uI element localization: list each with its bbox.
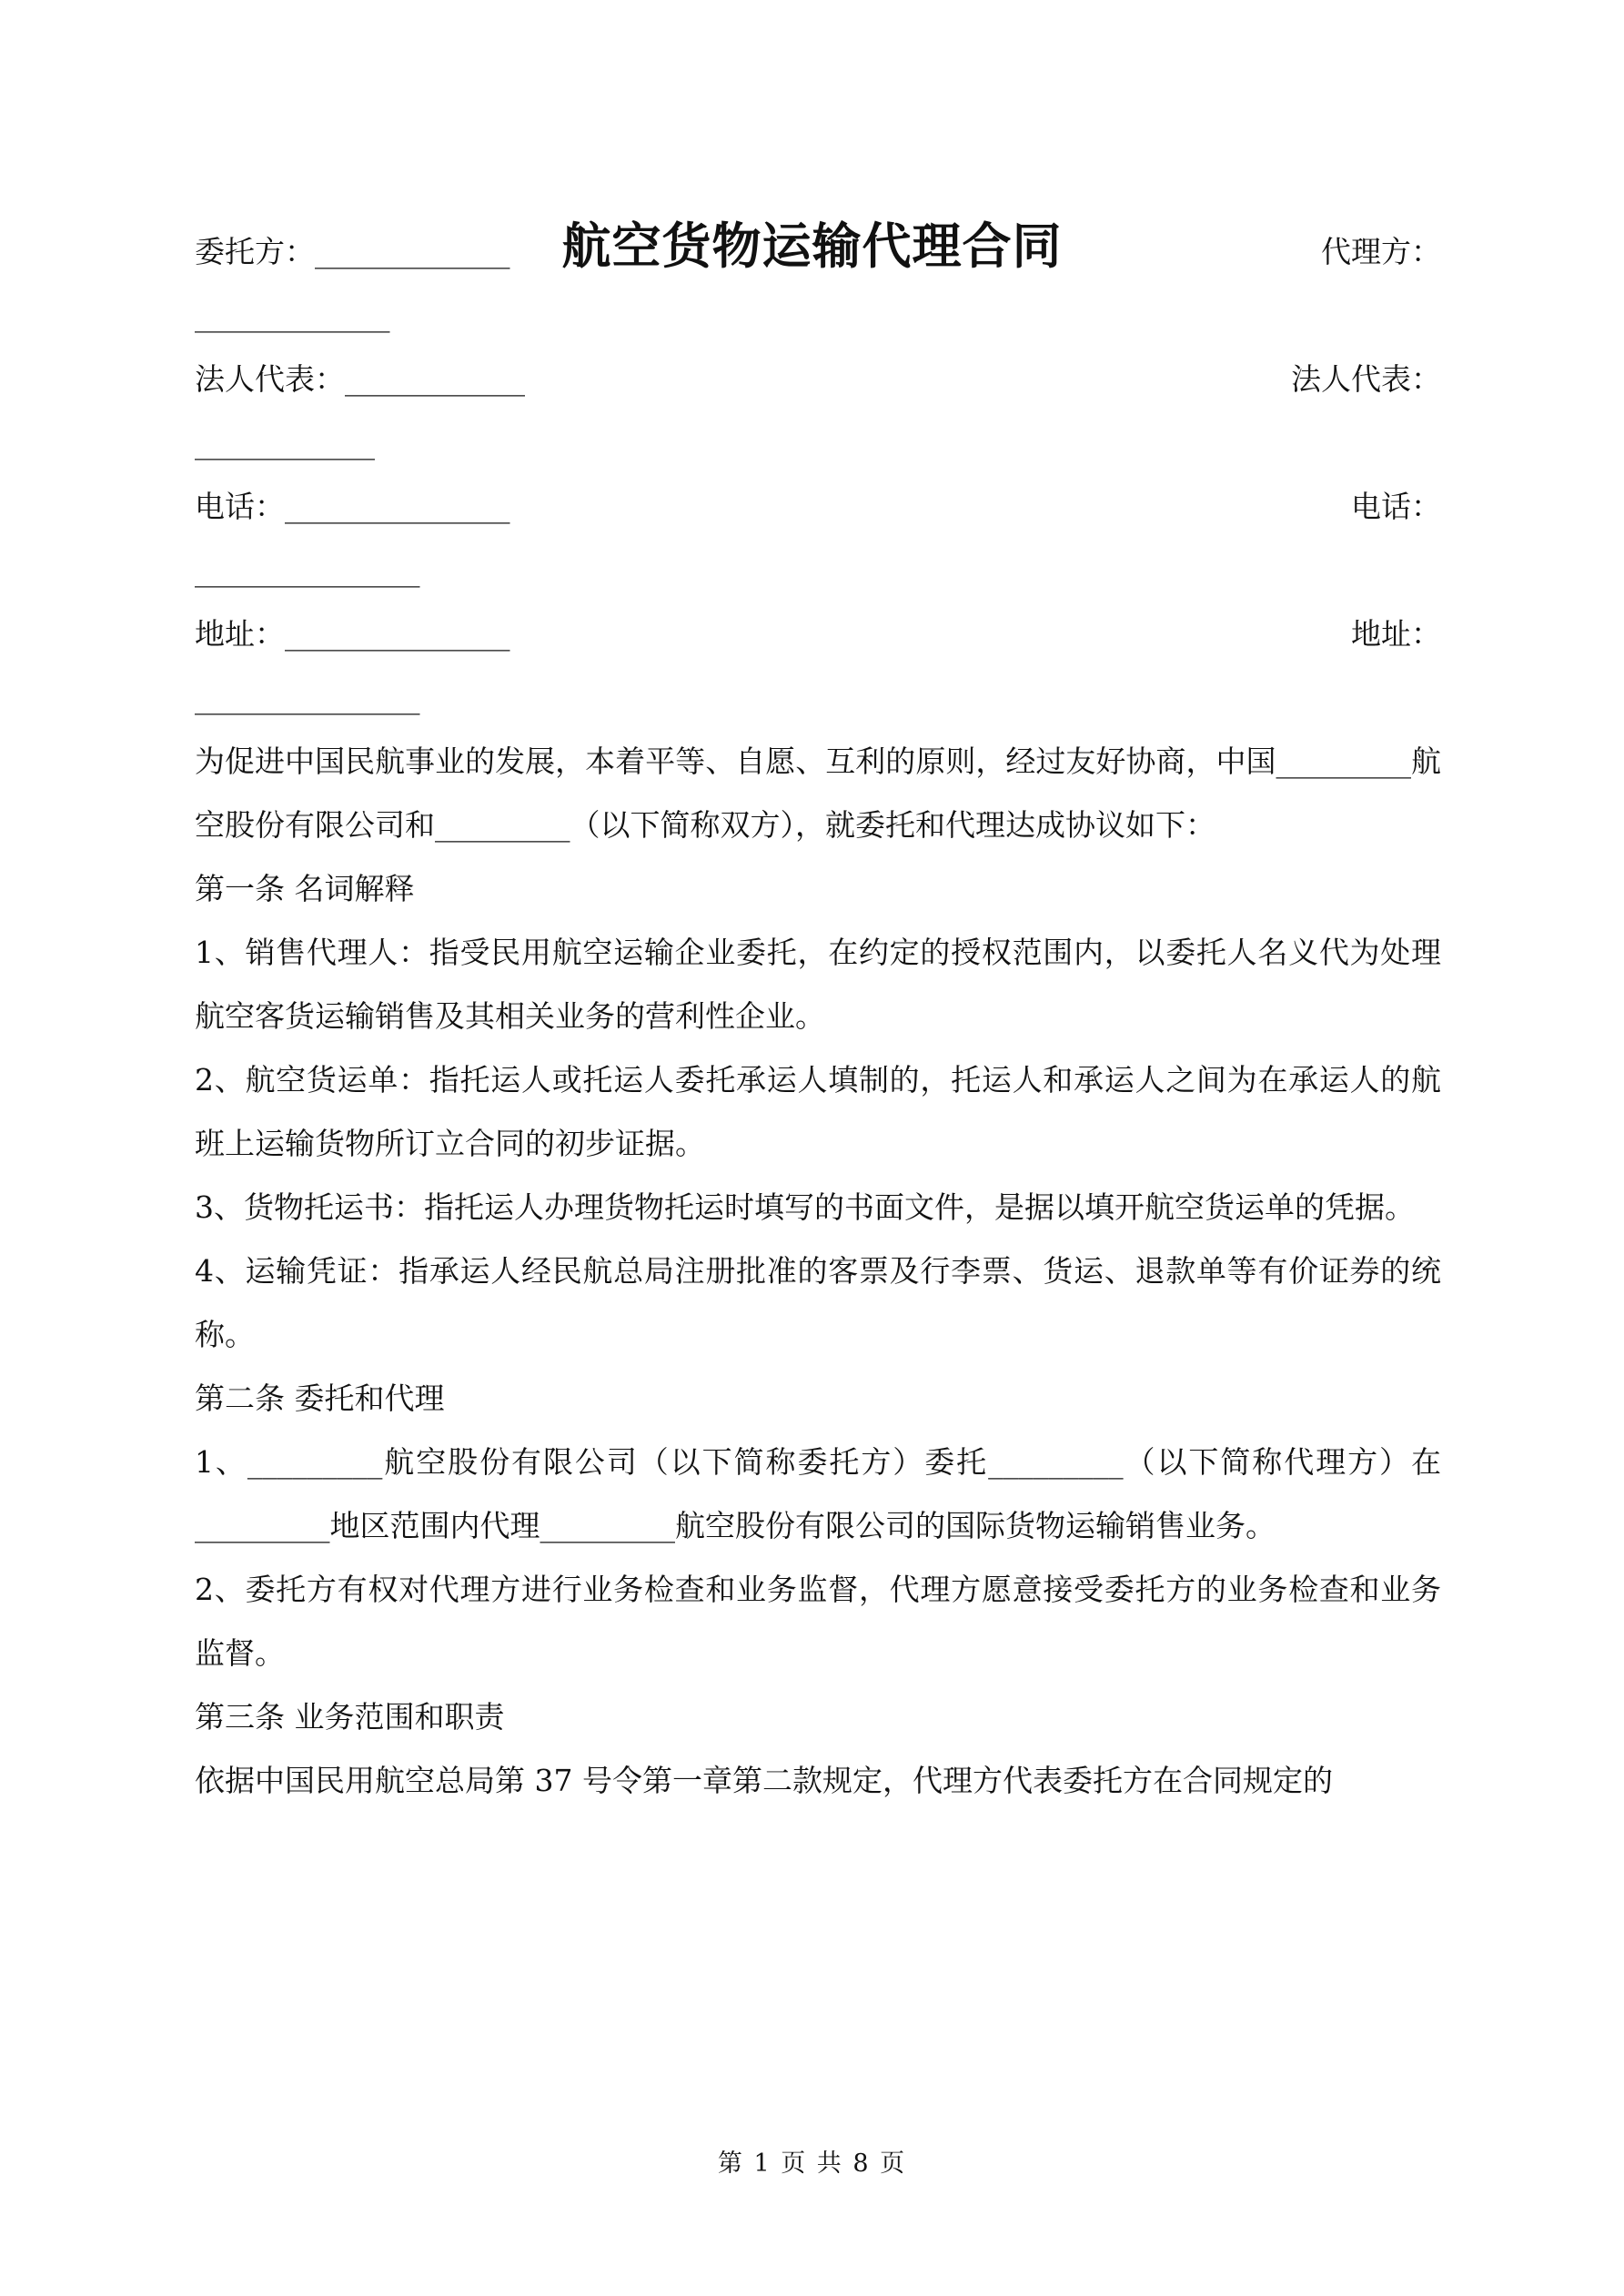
article-1-item-4: 4、运输凭证：指承运人经民航总局注册批准的客票及行李票、货运、退款单等有价证券的统称。 <box>195 1253 1441 1352</box>
agent-phone-label: 电话： <box>1351 489 1441 524</box>
party-row-address <box>195 602 1441 666</box>
article-1-item-2: 2、航空货运单：指托运人或托运人委托承运人填制的，托运人和承运人之间为在承运人的航班上运输货物所订立合同的初步证据。 <box>195 1062 1441 1161</box>
client-legal-rep-field: 法人代表：____________ <box>195 361 525 397</box>
article-1-heading: 第一条 名词解释 <box>195 871 415 906</box>
client-field: 委托方：_____________ <box>195 234 510 269</box>
party-row-phone <box>195 475 1441 539</box>
article-2-item-1: 1、_________航空股份有限公司（以下简称委托方）委托_________（以下简称代理方）在_________地区范围内代理_________航空股份有限公司的国际货物运输销售业务。 <box>195 1444 1441 1543</box>
agent-address-blank: _______________ <box>195 680 420 715</box>
agent-legal-rep-label: 法人代表： <box>1291 361 1441 397</box>
preamble-paragraph: 为促进中国民航事业的发展，本着平等、自愿、互利的原则，经过友好协商，中国_________航空股份有限公司和_________（以下简称双方），就委托和代理达成协议如下： <box>195 743 1441 843</box>
document-title: 航空货物运输代理合同 <box>561 217 1063 275</box>
party-row-legal-rep <box>195 348 1441 411</box>
client-phone-field: 电话：_______________ <box>195 489 510 524</box>
article-1-item-3: 3、货物托运书：指托运人办理货物托运时填写的书面文件，是据以填开航空货运单的凭据。 <box>195 1189 1415 1225</box>
article-1-item-1: 1、销售代理人：指受民用航空运输企业委托，在约定的授权范围内，以委托人名义代为处理航空客货运输销售及其相关业务的营利性企业。 <box>195 935 1441 1034</box>
article-2-heading: 第二条 委托和代理 <box>195 1381 445 1416</box>
agent-field-label: 代理方： <box>1321 234 1441 269</box>
agent-address-label: 地址： <box>1351 616 1441 652</box>
document-body <box>195 220 1441 1813</box>
page-footer: 第 1 页 共 8 页 <box>717 2149 907 2178</box>
client-address-field: 地址：_______________ <box>195 616 510 652</box>
agent-field-blank: _____________ <box>195 298 390 333</box>
article-2-item-2: 2、委托方有权对代理方进行业务检查和业务监督，代理方愿意接受委托方的业务检查和业务监督。 <box>195 1572 1441 1671</box>
agent-legal-rep-blank: ____________ <box>195 425 375 460</box>
article-3-heading: 第三条 业务范围和职责 <box>195 1699 505 1735</box>
agent-phone-blank: _______________ <box>195 552 420 588</box>
party-row-client <box>195 220 1441 284</box>
article-3-text: 依据中国民用航空总局第 37 号令第一章第二款规定，代理方代表委托方在合同规定的 <box>195 1763 1333 1798</box>
